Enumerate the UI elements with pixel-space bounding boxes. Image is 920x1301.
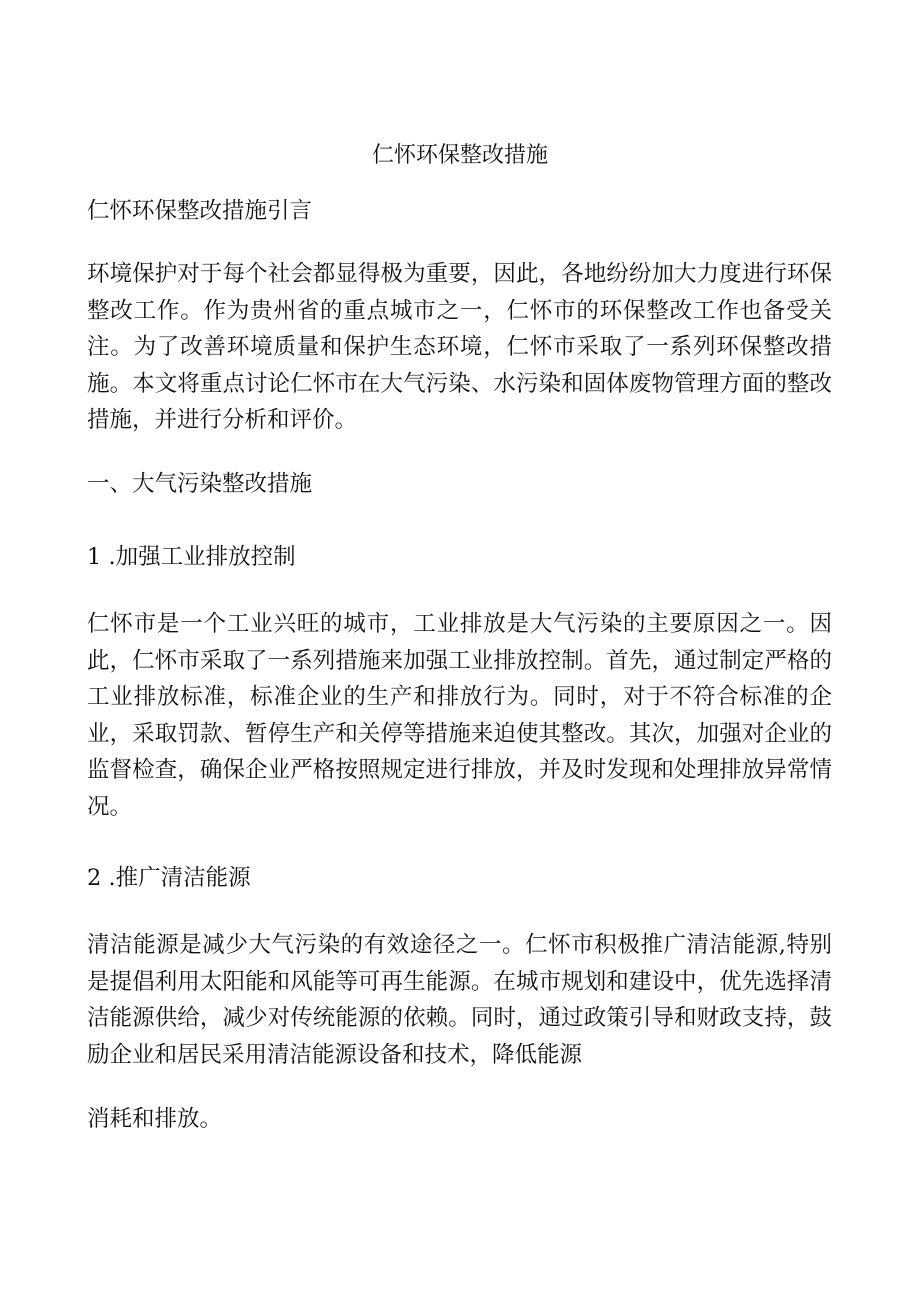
- intro-heading: 仁怀环保整改措施引言: [87, 198, 313, 224]
- subsection-paragraph-industrial-emission: 仁怀市是一个工业兴旺的城市，工业排放是大气污染的主要原因之一。因此，仁怀市采取了一系列措施来加强工业排放控制。首先，通过制定严格的工业排放标准，标准企业的生产和排放行为。同时，对于不符合标准的企业，采取罚款、暂停生产和关停等措施来迫使其整改。其次，加强对企业的监督检查，确保企业严格按照规定进行排放，并及时发现和处理排放异常情况。: [87, 611, 832, 820]
- subsection-paragraph-continuation: 消耗和排放。: [87, 1106, 223, 1132]
- subsection-heading-clean-energy: 2 .推广清洁能源: [87, 865, 251, 891]
- subsection-heading-industrial-emission: 1 .加强工业排放控制: [87, 544, 296, 570]
- intro-paragraph: 环境保护对于每个社会都显得极为重要，因此，各地纷纷加大力度进行环保整改工作。作为贵州省的重点城市之一，仁怀市的环保整改工作也备受关注。为了改善环境质量和保护生态环境，仁怀市采取了一系列环保整改措施。本文将重点讨论仁怀市在大气污染、水污染和固体废物管理方面的整改措施，并进行分析和评价。: [87, 261, 832, 433]
- subsection-paragraph-clean-energy: 清洁能源是减少大气污染的有效途径之一。仁怀市积极推广清洁能源,特别是提倡利用太阳能和风能等可再生能源。在城市规划和建设中，优先选择清洁能源供给，减少对传统能源的依赖。同时，通过政策引导和财政支持，鼓励企业和居民采用清洁能源设备和技术，降低能源: [87, 932, 832, 1068]
- section-heading-air-pollution: 一、大气污染整改措施: [87, 471, 313, 497]
- document-title: 仁怀环保整改措施: [371, 143, 548, 168]
